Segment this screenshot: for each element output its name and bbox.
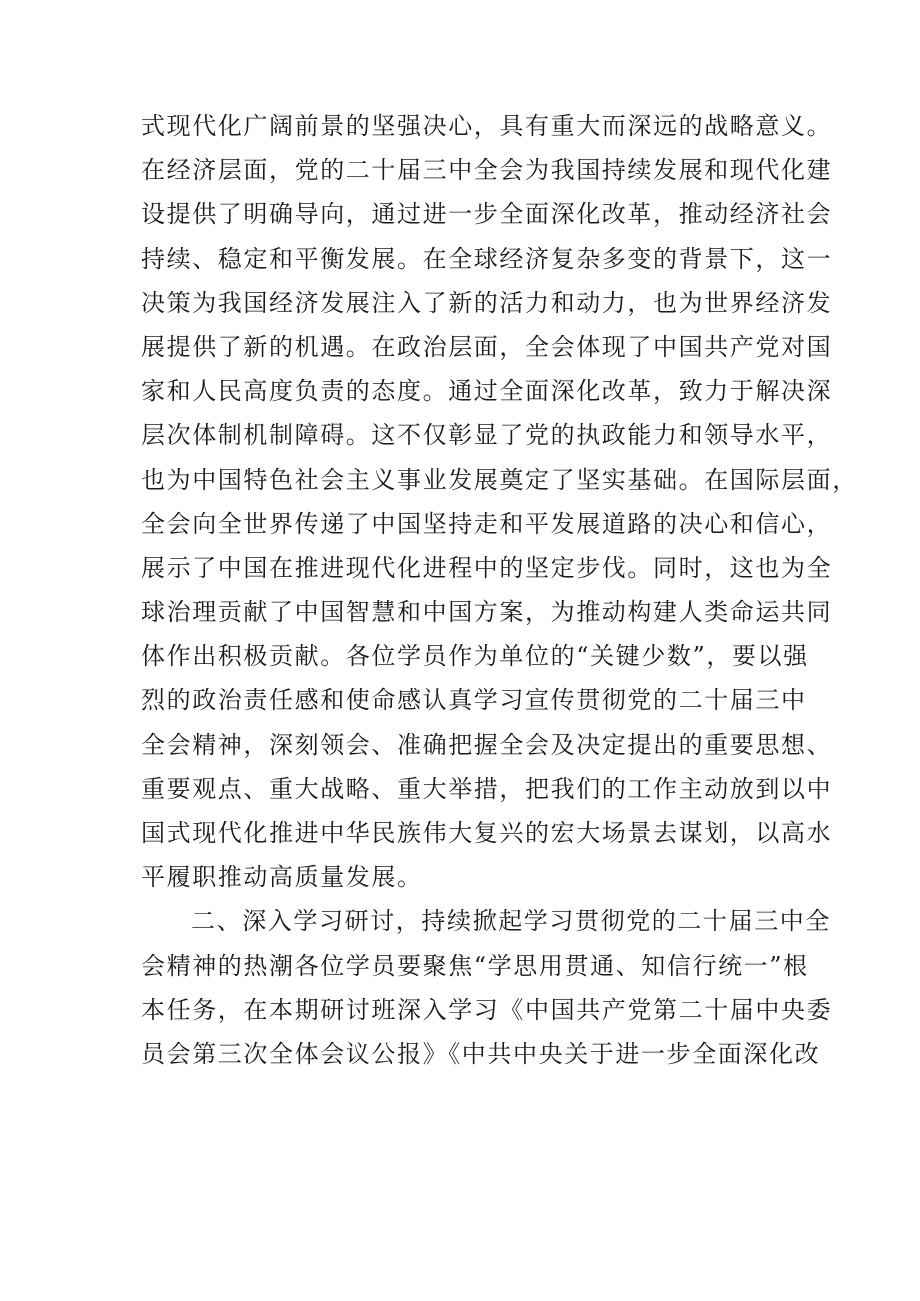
text-line: 员会第三次全体会议公报》《中共中央关于进一步全面深化改 bbox=[141, 1039, 821, 1068]
text-line: 展示了中国在推进现代化进程中的坚定步伐。同时，这也为全 bbox=[141, 553, 833, 582]
text-line: 在经济层面，党的二十届三中全会为我国持续发展和现代化建 bbox=[141, 156, 833, 185]
text-line: 国式现代化推进中华民族伟大复兴的宏大场景去谋划，以高水 bbox=[141, 819, 833, 847]
text-line: 决策为我国经济发展注入了新的活力和动力，也为世界经济发 bbox=[141, 288, 833, 317]
text-line: 全会精神，深刻领会、准确把握全会及决定提出的重要思想、 bbox=[141, 730, 833, 759]
body-text bbox=[141, 104, 858, 1076]
text-line: 持续、稳定和平衡发展。在全球经济复杂多变的背景下，这一 bbox=[141, 244, 833, 273]
text-line: 会精神的热潮各位学员要聚焦“学思用贯通、知信行统一”根 bbox=[141, 951, 809, 980]
text-line: 体作出积极贡献。各位学员作为单位的“关键少数”，要以强 bbox=[141, 642, 809, 671]
text-line: 全会向全世界传递了中国坚持走和平发展道路的决心和信心， bbox=[141, 509, 833, 538]
section-heading-line: 二、深入学习研讨，持续掀起学习贯彻党的二十届三中全 bbox=[191, 907, 831, 936]
text-line: 展提供了新的机遇。在政治层面，全会体现了中国共产党对国 bbox=[141, 332, 833, 361]
text-line: 层次体制机制障碍。这不仅彰显了党的执政能力和领导水平， bbox=[141, 421, 833, 450]
text-line: 重要观点、重大战略、重大举措，把我们的工作主动放到以中 bbox=[141, 774, 833, 803]
text-line: 平履职推动高质量发展。 bbox=[141, 863, 423, 892]
text-line: 本任务，在本期研讨班深入学习《中国共产党第二十届中央委 bbox=[141, 995, 833, 1024]
text-line: 烈的政治责任感和使命感认真学习宣传贯彻党的二十届三中 bbox=[141, 686, 807, 715]
text-line: 球治理贡献了中国智慧和中国方案，为推动构建人类命运共同 bbox=[141, 598, 833, 627]
text-line: 设提供了明确导向，通过进一步全面深化改革，推动经济社会 bbox=[141, 200, 833, 229]
text-line: 式现代化广阔前景的坚强决心，具有重大而深远的战略意义。 bbox=[141, 112, 833, 140]
text-line: 也为中国特色社会主义事业发展奠定了坚实基础。在国际层面， bbox=[141, 465, 858, 494]
text-line: 家和人民高度负责的态度。通过全面深化改革，致力于解决深 bbox=[141, 377, 833, 406]
